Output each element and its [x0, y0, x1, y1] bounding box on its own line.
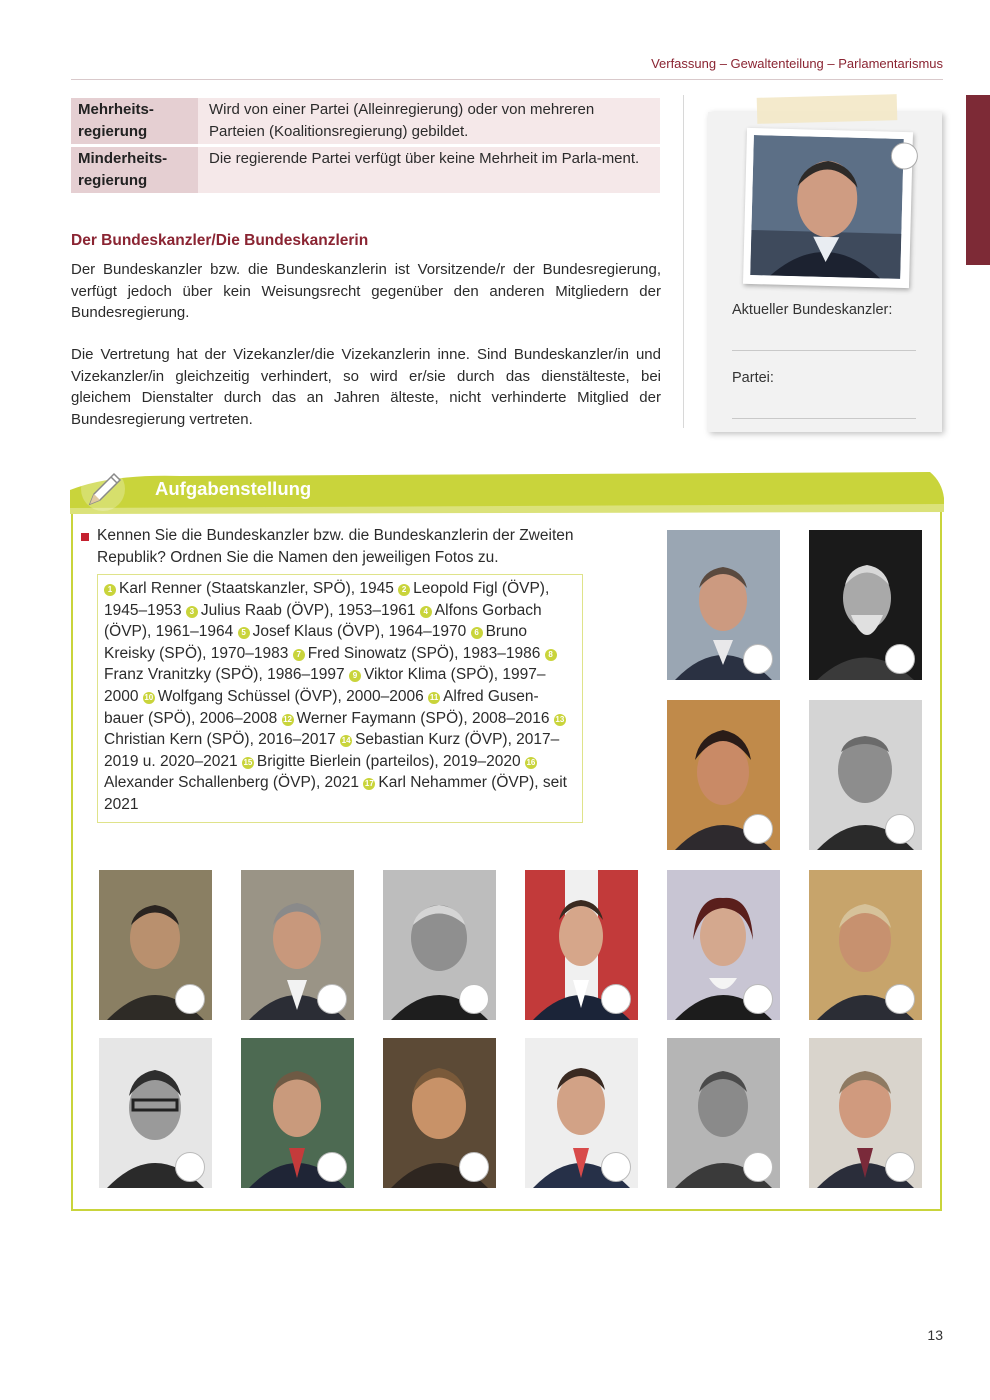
portrait-image	[750, 135, 904, 279]
portrait-photo-16	[809, 1038, 922, 1188]
term-minority: Minderheits-regierung	[71, 147, 198, 193]
answer-circle[interactable]	[743, 814, 773, 844]
answer-circle[interactable]	[890, 142, 919, 171]
list-item: Christian Kern (SPÖ), 2016–2017	[104, 731, 336, 749]
number-marker: 5	[238, 627, 250, 639]
answer-circle[interactable]	[601, 984, 631, 1014]
header-divider	[71, 79, 943, 80]
paragraph-vice-chancellor: Die Vertretung hat der Vizekanzler/die Vizekanzlerin inne. Sind Bundeskanzler/in und Vizekanzler/in gleichzeitig verhindert, so wird er/sie durch das dienstälteste, bei gleichem Dienstalter durch das an Jahren älteste, nicht verhinderte Mitglied der Bundesregierung vertreten.	[71, 346, 661, 428]
list-item: Viktor Klima (SPÖ), 1997–2000	[104, 666, 546, 705]
number-marker: 10	[144, 692, 154, 702]
bullet-marker	[81, 533, 89, 541]
answer-circle[interactable]	[175, 984, 205, 1014]
government-types-table	[71, 95, 660, 196]
list-item: Karl Renner (Staatskanzler, SPÖ), 1945	[119, 580, 394, 597]
answer-circle[interactable]	[317, 984, 347, 1014]
number-marker: 15	[243, 757, 253, 767]
portrait-photo-3	[667, 700, 780, 850]
number-marker: 16	[526, 757, 536, 767]
answer-circle[interactable]	[601, 1152, 631, 1182]
current-chancellor-photo	[743, 128, 913, 288]
tape-strip	[757, 94, 898, 124]
portrait-photo-6	[241, 870, 354, 1020]
answer-circle[interactable]	[317, 1152, 347, 1182]
list-item: Alfred Gusen-bauer (SPÖ), 2006–2008	[104, 687, 539, 727]
page-number: 13	[927, 1327, 943, 1343]
portrait-photo-13	[383, 1038, 496, 1188]
party-answer-line[interactable]	[732, 418, 916, 419]
task-title: Aufgabenstellung	[155, 478, 312, 499]
portrait-photo-10	[809, 870, 922, 1020]
list-item: Werner Faymann (SPÖ), 2008–2016	[296, 709, 550, 727]
list-item: Alexander Schallenberg (ÖVP), 2021	[104, 774, 360, 792]
pencil-icon	[80, 466, 126, 512]
portrait-photo-2	[809, 530, 922, 680]
answer-circle[interactable]	[743, 984, 773, 1014]
portrait-photo-14	[525, 1038, 638, 1188]
number-marker: 13	[555, 714, 565, 724]
term-majority: Mehrheits-regierung	[71, 98, 198, 144]
number-marker: 14	[341, 736, 351, 746]
number-marker: 6	[471, 627, 483, 639]
list-item: Wolfgang Schüssel (ÖVP), 2000–2006	[157, 687, 424, 705]
definition-majority: Wird von einer Partei (Alleinregierung) oder von mehreren Parteien (Koalitionsregierung) gebildet.	[198, 98, 660, 144]
list-item: Bruno Kreisky (SPÖ), 1970–1983	[104, 623, 527, 662]
number-marker: 7	[293, 649, 305, 661]
task-instruction: Kennen Sie die Bundeskanzler bzw. die Bundeskanzlerin der Zweiten Republik? Ordnen Sie die Namen den jeweiligen Fotos zu.	[97, 527, 574, 566]
portrait-photo-12	[241, 1038, 354, 1188]
portrait-photo-15	[667, 1038, 780, 1188]
answer-circle[interactable]	[885, 814, 915, 844]
portrait-photo-8	[525, 870, 638, 1020]
number-marker: 8	[545, 649, 557, 661]
chancellor-label: Aktueller Bundeskanzler:	[732, 302, 893, 318]
number-marker: 9	[349, 670, 361, 682]
portrait-photo-4	[809, 700, 922, 850]
list-item: Josef Klaus (ÖVP), 1964–1970	[252, 623, 467, 641]
number-marker: 3	[186, 606, 198, 618]
list-item: Leopold Figl (ÖVP), 1945–1953	[104, 580, 550, 619]
portrait-photo-5	[99, 870, 212, 1020]
answer-circle[interactable]	[885, 984, 915, 1014]
list-item: Franz Vranitzky (SPÖ), 1986–1997	[104, 666, 345, 684]
list-item: Karl Nehammer (ÖVP), seit 2021	[104, 774, 567, 813]
paragraph-chancellor: Der Bundeskanzler bzw. die Bundeskanzlerin ist Vorsitzende/r der Bundesregierung, verfügt jedoch über kein Weisungsrecht gegenüber den anderen Mitgliedern der Bundesregierung.	[71, 261, 661, 321]
list-item: Fred Sinowatz (SPÖ), 1983–1986	[307, 644, 541, 662]
list-item: Sebastian Kurz (ÖVP), 2017–2019 u. 2020–2021	[104, 731, 560, 770]
column-divider	[683, 95, 684, 428]
portrait-photo-9	[667, 870, 780, 1020]
portrait-photo-11	[99, 1038, 212, 1188]
number-marker: 12	[283, 714, 292, 724]
answer-circle[interactable]	[743, 644, 773, 674]
answer-circle[interactable]	[459, 1152, 489, 1182]
party-label: Partei:	[732, 370, 774, 386]
table-row	[71, 98, 660, 144]
table-row	[71, 147, 660, 193]
portrait-photo-7	[383, 870, 496, 1020]
answer-circle[interactable]	[885, 644, 915, 674]
answer-circle[interactable]	[743, 1152, 773, 1182]
list-item: Alfons Gorbach (ÖVP), 1961–1964	[104, 601, 542, 641]
number-marker: 17	[364, 779, 374, 789]
portrait-photo-1	[667, 530, 780, 680]
number-marker: 11	[429, 692, 439, 702]
answer-circle[interactable]	[459, 984, 489, 1014]
number-marker: 2	[398, 584, 410, 596]
chapter-tab	[966, 95, 990, 265]
section-title: Der Bundeskanzler/Die Bundeskanzlerin	[71, 232, 369, 249]
answer-circle[interactable]	[885, 1152, 915, 1182]
number-marker: 4	[420, 606, 432, 618]
chancellor-answer-line[interactable]	[732, 350, 916, 351]
list-item: Brigitte Bierlein (parteilos), 2019–2020	[256, 752, 521, 770]
list-item: Julius Raab (ÖVP), 1953–1961	[200, 601, 416, 619]
definition-minority: Die regierende Partei verfügt über keine Mehrheit im Parla-ment.	[198, 147, 660, 193]
answer-circle[interactable]	[175, 1152, 205, 1182]
running-header: Verfassung – Gewaltenteilung – Parlamentarismus	[651, 56, 943, 71]
chancellor-names-list	[104, 578, 578, 816]
number-marker: 1	[104, 584, 116, 596]
